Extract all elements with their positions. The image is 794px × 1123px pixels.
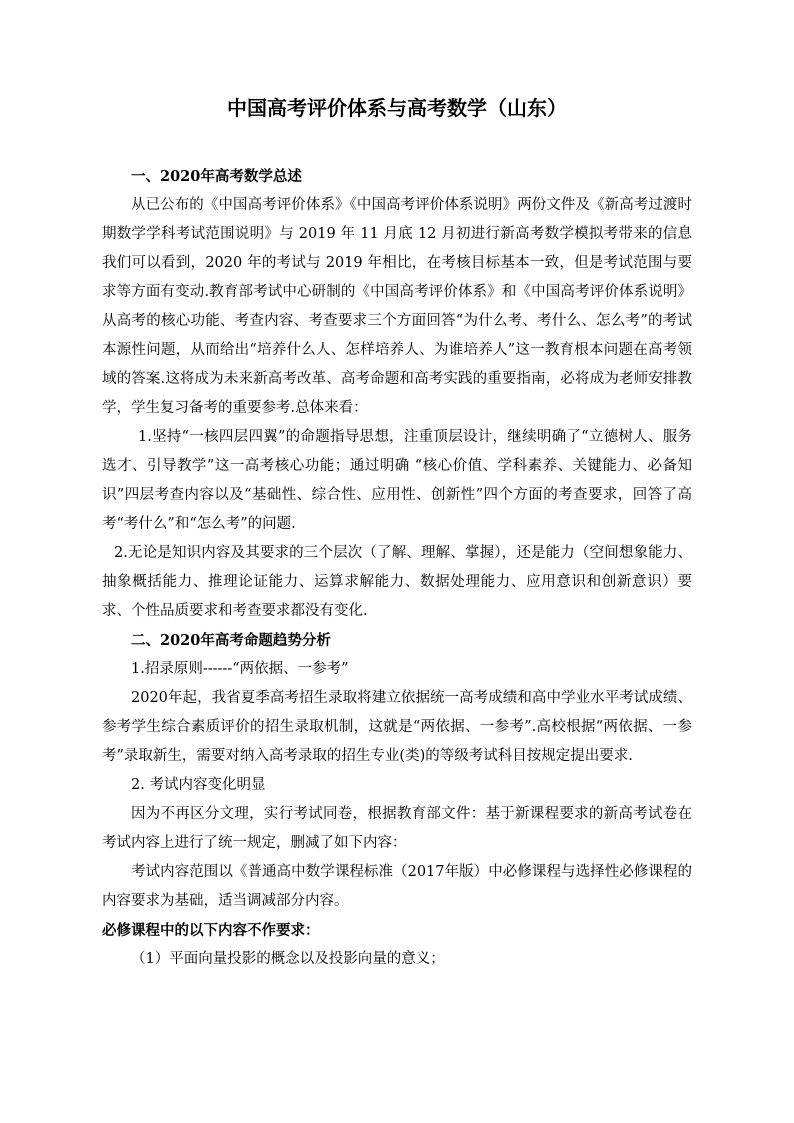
- section-2-subheading-2: 2. 考试内容变化明显: [131, 777, 266, 793]
- section-2-paragraph-1: 2020年起，我省夏季高考招生录取将建立依据统一高考成绩和高中学业水平考试成绩、参考学生综合素质评价的招生录取机制，这就是“两依据、一参考”.高校根据“两依据、一参考”录取新生，需要对纳入高考录取的招生专业(类)的等级考试科目按规定提出要求.: [102, 690, 692, 764]
- document-body: [102, 162, 692, 974]
- page-title: 中国高考评价体系与高考数学（山东）: [227, 96, 567, 120]
- list-item: （1）平面向量投影的概念以及投影向量的意义；: [131, 951, 445, 967]
- section-2-heading: 二、2020年高考命题趋势分析: [131, 632, 331, 649]
- section-1-heading: 一、2020年高考数学总述: [131, 168, 302, 185]
- section-2-paragraph-2: 因为不再区分文理，实行考试同卷，根据教育部文件：基于新课程要求的新高考试卷在考试内容上进行了统一规定，删减了如下内容：: [102, 806, 692, 851]
- section-1-intro-paragraph: 从已公布的《中国高考评价体系》《中国高考评价体系说明》两份文件及《新高考过渡时期数学学科考试范围说明》与 2019 年 11 月底 12 月初进行新高考数学模拟考带来的信息我们可以看到，2020 年的考试与 2019 年相比，在考核目标基本一致，但是考试范围与要求等方面有变动.教育部考试中心研制的《中国高考评价体系》和《中国高考评价体系说明》从高考的核心功能、考查内容、考查要求三个方面回答“为什么考、考什么、怎么考”的考试本源性问题，从而给出“培养什么人、怎样培养人、为谁培养人”这一教育根本问题在高考领域的答案.这将成为未来新高考改革、高考命题和高考实践的重要指南，必将成为老师安排教学，学生复习备考的重要参考.总体来看：: [102, 197, 692, 416]
- section-2-subheading-1: 1.招录原则------“两依据、一参考”: [131, 661, 349, 677]
- required-course-heading: 必修课程中的以下内容不作要求：: [102, 922, 320, 939]
- section-1-point-2: 2.无论是知识内容及其要求的三个层次（了解、理解、掌握），还是能力（空间想象能力、抽象概括能力、推理论证能力、运算求解能力、数据处理能力、应用意识和创新意识）要求、个性品质要求和考查要求都没有变化.: [102, 545, 692, 619]
- section-2-paragraph-3: 考试内容范围以《普通高中数学课程标准（2017年版）中必修课程与选择性必修课程的内容要求为基础，适当调减部分内容。: [102, 864, 692, 909]
- section-1-point-1: 1.坚持“一核四层四翼”的命题指导思想，注重顶层设计，继续明确了“立德树人、服务选才、引导教学”这一高考核心功能；通过明确 “核心价值、学科素养、关键能力、必备知识”四层考查内容以及“基础性、综合性、应用性、创新性”四个方面的考查要求，回答了高考“考什么”和“怎么考”的问题.: [102, 429, 692, 532]
